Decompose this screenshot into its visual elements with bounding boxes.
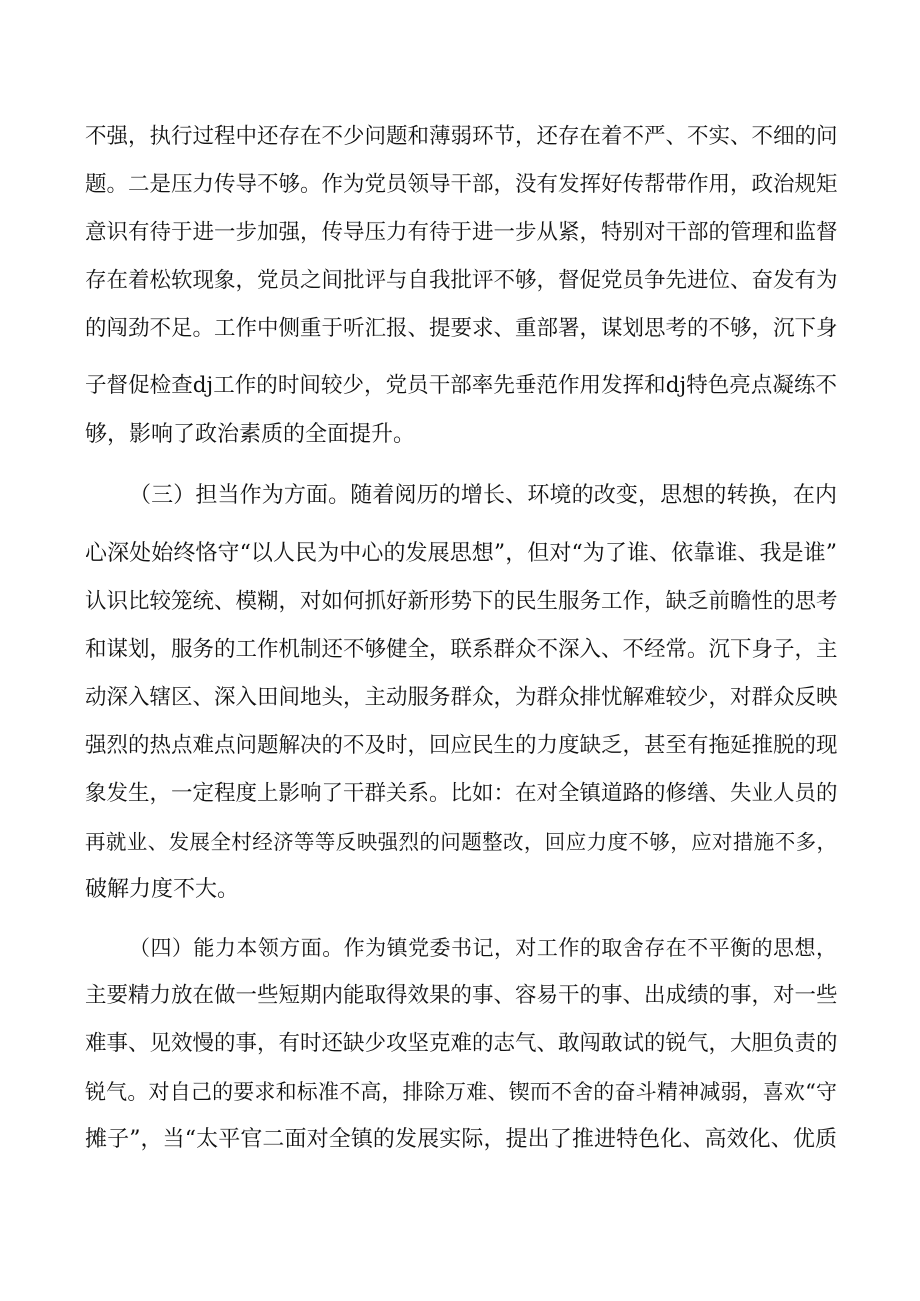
text-line: 心深处始终恪守“以人民为中心的发展思想”，但对“为了谁、依靠谁、我是谁”: [85, 541, 837, 566]
text-line: （三）担当作为方面。随着阅历的增长、环境的改变，思想的转换，在内: [129, 483, 837, 508]
text-line: 难事、见效慢的事，有时还缺少攻坚克难的志气、敢闯敢试的锐气，大胆负责的: [85, 1031, 838, 1056]
text-line: 题。二是压力传导不够。作为党员领导干部，没有发挥好传帮带作用，政治规矩: [85, 172, 838, 197]
text-line: 象发生，一定程度上影响了干群关系。比如：在对全镇道路的修缮、失业人员的: [85, 781, 838, 806]
text-line: 不强，执行过程中还存在不少问题和薄弱环节，还存在着不严、不实、不细的问: [85, 124, 838, 149]
text-line: 的闯劲不足。工作中侧重于听汇报、提要求、重部署，谋划思考的不够，沉下身: [85, 316, 838, 341]
text-line: 存在着松软现象，党员之间批评与自我批评不够，督促党员争先进位、奋发有为: [85, 268, 838, 293]
text-line: （四）能力本领方面。作为镇党委书记，对工作的取舍存在不平衡的思想，: [129, 936, 837, 960]
text-line: 够，影响了政治素质的全面提升。: [85, 422, 416, 447]
text-line: 锐气。对自己的要求和标准不高，排除万难、锲而不舍的奋斗精神减弱，喜欢“守: [85, 1080, 837, 1104]
text-line: 再就业、发展全村经济等等反映强烈的问题整改，回应力度不够，应对措施不多，: [85, 830, 837, 854]
text-line: 动深入辖区、深入田间地头，主动服务群众，为群众排忧解难较少，对群众反映: [85, 685, 838, 710]
text-line: 强烈的热点难点问题解决的不及时，回应民生的力度缺乏，甚至有拖延推脱的现: [85, 733, 838, 758]
text-line: 和谋划，服务的工作机制还不够健全，联系群众不深入、不经常。沉下身子，主: [85, 637, 838, 662]
text-line: 认识比较笼统、模糊，对如何抓好新形势下的民生服务工作，缺乏前瞻性的思考: [85, 589, 838, 614]
text-line: 意识有待于进一步加强，传导压力有待于进一步从紧，特别对干部的管理和监督: [85, 220, 838, 245]
text-line: 主要精力放在做一些短期内能取得效果的事、容易干的事、出成绩的事，对一些: [85, 983, 838, 1008]
text-line: 摊子”，当“太平官二面对全镇的发展实际，提出了推进特色化、高效化、优质: [85, 1127, 837, 1152]
text-line: 破解力度不大。: [85, 877, 240, 902]
text-line: 子督促检查dj工作的时间较少，党员干部率先垂范作用发挥和dj特色亮点凝练不: [85, 373, 837, 398]
